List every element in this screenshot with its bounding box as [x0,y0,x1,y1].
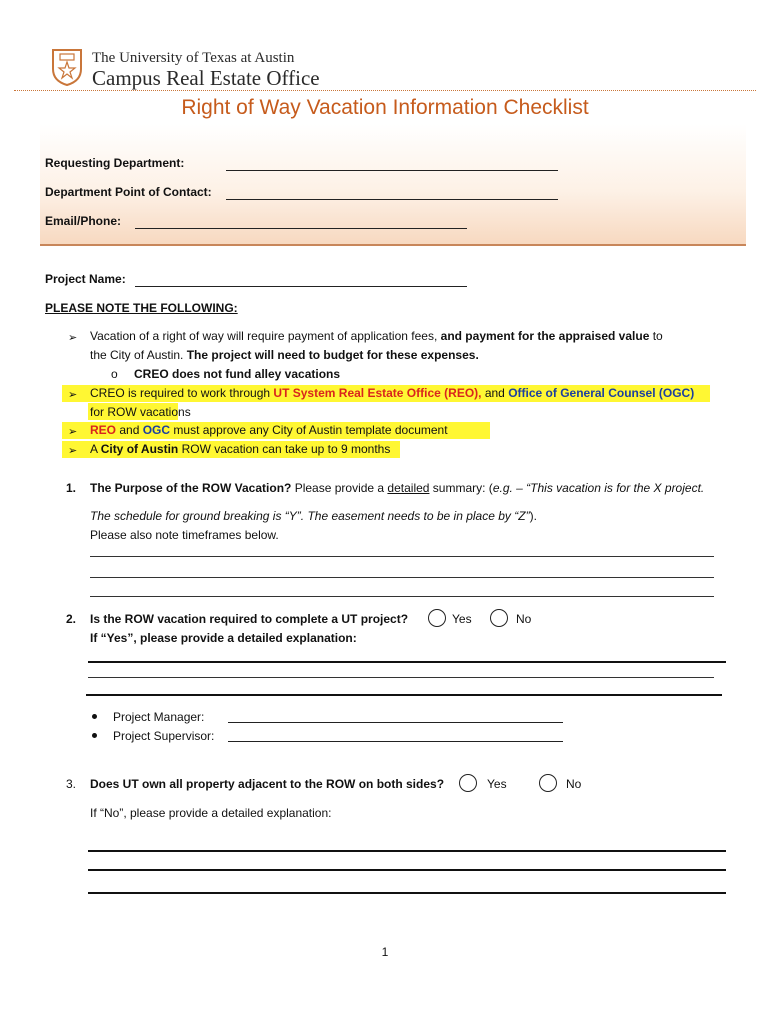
q3-number: 3. [66,777,77,791]
contact-section-divider [40,244,746,246]
arrow-bullet-icon: ➢ [68,445,78,457]
q1-answer-line[interactable] [90,596,714,597]
project-manager-label: Project Manager: [113,710,205,724]
q2-no-label: No [516,612,532,626]
project-manager-field[interactable] [228,710,563,723]
list-bullet [92,714,97,719]
note-sub-bullet: CREO does not fund alley vacations [134,367,341,381]
q1-question: The Purpose of the ROW Vacation? Please provide a detailed summary: (e.g. – “This vacation is for the X project. [90,481,705,495]
q1-number: 1. [66,481,77,495]
q2-yes-label: Yes [452,612,472,626]
q2-followup: If “Yes”, please provide a detailed explanation: [90,631,357,645]
note-bullet-1: Vacation of a right of way will require payment of application fees, and payment for the appraised value to [90,329,663,343]
project-name-label: Project Name: [45,272,126,286]
q2-yes-radio[interactable] [428,609,446,627]
arrow-bullet-icon: ➢ [68,426,78,438]
note-sub-marker: o [111,367,118,381]
q2-no-radio[interactable] [490,609,508,627]
point-of-contact-field[interactable] [226,187,558,200]
header-divider [14,90,756,91]
note-bullet-2-cont: for ROW vacations [90,405,191,419]
note-bullet-4: A City of Austin ROW vacation can take up to 9 months [90,442,391,456]
q3-no-radio[interactable] [539,774,557,792]
q1-answer-line[interactable] [90,577,714,578]
q3-yes-radio[interactable] [459,774,477,792]
arrow-bullet-icon: ➢ [68,389,78,401]
q1-answer-line[interactable] [90,556,714,557]
note-bullet-3: REO and OGC must approve any City of Austin template document [90,423,448,437]
project-supervisor-field[interactable] [228,729,563,742]
requesting-department-field[interactable] [226,158,558,171]
ut-seal-icon [50,47,84,87]
q2-answer-line[interactable] [88,677,714,678]
notes-heading: PLEASE NOTE THE FOLLOWING: [45,301,238,315]
q2-answer-line[interactable] [86,694,722,696]
note-bullet-1-cont: the City of Austin. The project will need to budget for these expenses. [90,348,479,362]
arrow-bullet-icon: ➢ [68,332,78,344]
q2-question: Is the ROW vacation required to complete a UT project? [90,612,409,626]
q3-answer-line[interactable] [88,869,726,871]
q3-question: Does UT own all property adjacent to the ROW on both sides? [90,777,445,791]
page-number: 1 [381,945,389,959]
q3-yes-label: Yes [487,777,507,791]
point-of-contact-label: Department Point of Contact: [45,185,212,199]
q2-number: 2. [66,612,77,626]
note-bullet-2: CREO is required to work through UT System Real Estate Office (REO), and Office of General Counsel (OGC) [90,386,695,400]
q1-question-cont: The schedule for ground breaking is “Y”. The easement needs to be in place by “Z”). [90,509,537,523]
q1-timeframes-note: Please also note timeframes below. [90,528,279,542]
office-name: Campus Real Estate Office [92,66,320,90]
q3-no-label: No [566,777,582,791]
project-supervisor-label: Project Supervisor: [113,729,215,743]
email-phone-field[interactable] [135,216,467,229]
email-phone-label: Email/Phone: [45,214,122,228]
q3-answer-line[interactable] [88,850,726,852]
requesting-department-label: Requesting Department: [45,156,185,170]
q3-answer-line[interactable] [88,892,726,894]
page-title: Right of Way Vacation Information Checklist [181,96,589,119]
university-name: The University of Texas at Austin [92,50,295,66]
q3-followup: If “No”, please provide a detailed explanation: [90,806,332,820]
q2-answer-line[interactable] [88,661,726,663]
project-name-field[interactable] [135,274,467,287]
list-bullet [92,733,97,738]
